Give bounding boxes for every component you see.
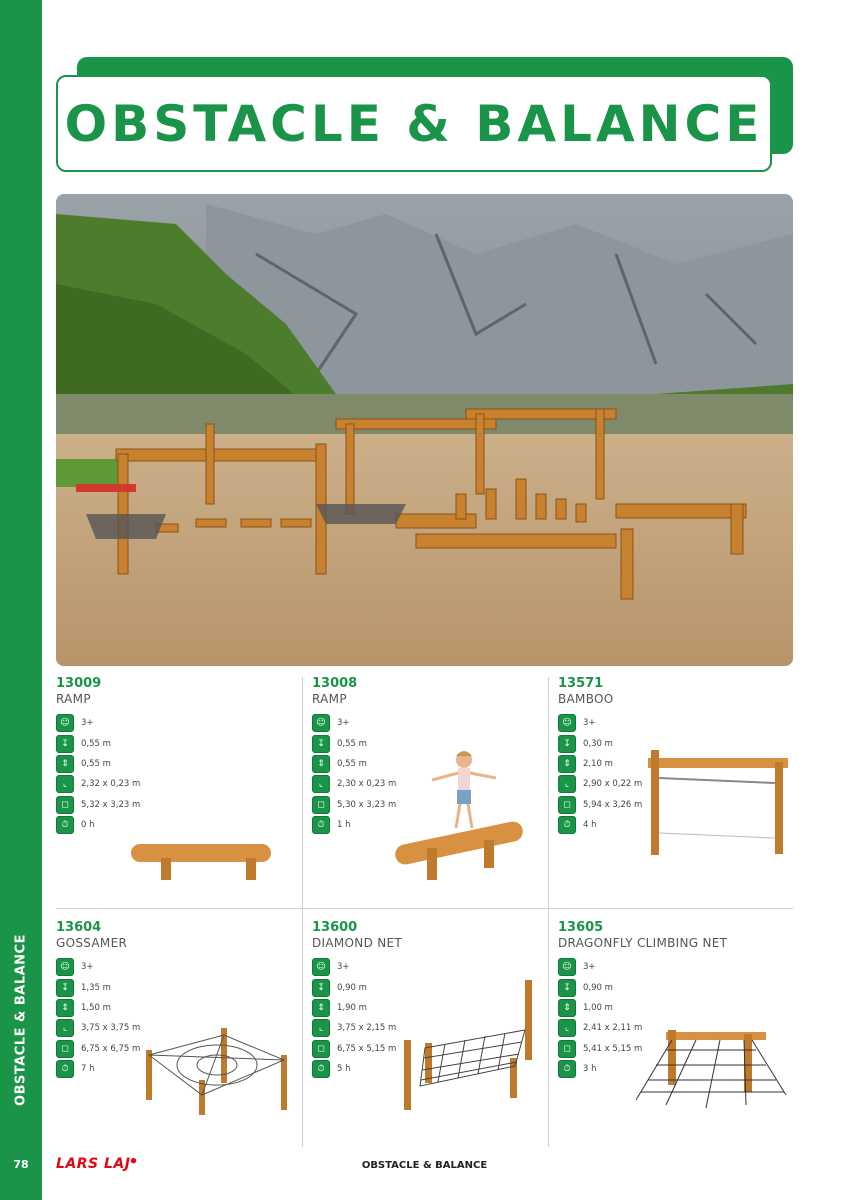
- spec-safety-area: 6,75 x 5,15 m: [337, 1043, 397, 1054]
- product-code: 13604: [56, 920, 102, 935]
- installation-time-icon: ⏱: [312, 1060, 330, 1078]
- product-image-diamond-net: [400, 978, 550, 1113]
- installation-time-icon: ⏱: [312, 816, 330, 834]
- age-group-icon: ☺: [56, 958, 74, 976]
- product-code: 13571: [558, 676, 604, 691]
- installation-time-icon: ⏱: [558, 816, 576, 834]
- spec-fall-height: 1,35 m: [81, 982, 111, 993]
- product-image-ramp-with-child: [392, 748, 542, 883]
- product-name: BAMBOO: [558, 692, 614, 706]
- installation-time-icon: ⏱: [56, 816, 74, 834]
- spec-safety-area: 5,32 x 3,23 m: [81, 799, 141, 810]
- spec-fall-height: 0,55 m: [337, 738, 367, 749]
- spec-install-time: 5 h: [337, 1064, 351, 1075]
- spec-platform-height: 1,90 m: [337, 1002, 367, 1013]
- product-code: 13605: [558, 920, 604, 935]
- fall-height-icon: ↧: [312, 735, 330, 753]
- age-group-icon: ☺: [558, 958, 576, 976]
- row-divider: [56, 908, 793, 909]
- spec-platform-height: 1,00 m: [583, 1002, 613, 1013]
- product-name: GOSSAMER: [56, 936, 128, 950]
- platform-height-icon: ⇕: [312, 755, 330, 773]
- spec-age: 3+: [337, 718, 350, 729]
- spec-platform-height: 2,10 m: [583, 758, 613, 769]
- fall-height-icon: ↧: [312, 979, 330, 997]
- fall-height-icon: ↧: [56, 735, 74, 753]
- spec-dimensions: 3,75 x 3,75 m: [81, 1023, 141, 1034]
- spec-list: [56, 713, 300, 835]
- product-card: [558, 920, 802, 1150]
- safety-area-icon: ◻: [56, 1040, 74, 1058]
- spec-age: 3+: [583, 718, 596, 729]
- spec-dimensions: 2,30 x 0,23 m: [337, 779, 397, 790]
- spec-install-time: 4 h: [583, 820, 597, 831]
- spec-safety-area: 5,30 x 3,23 m: [337, 799, 397, 810]
- spec-dimensions: 2,32 x 0,23 m: [81, 779, 141, 790]
- product-card: [56, 920, 300, 1150]
- spec-fall-height: 0,90 m: [583, 982, 613, 993]
- product-name: RAMP: [312, 692, 347, 706]
- product-image-dragonfly-net: [636, 1020, 796, 1110]
- playground-illustration: [56, 194, 793, 666]
- dimensions-icon: ⌞: [56, 775, 74, 793]
- dimensions-icon: ⌞: [56, 1019, 74, 1037]
- spec-platform-height: 1,50 m: [81, 1002, 111, 1013]
- platform-height-icon: ⇕: [56, 755, 74, 773]
- spec-safety-area: 6,75 x 6,75 m: [81, 1043, 141, 1054]
- spec-dimensions: 2,41 x 2,11 m: [583, 1023, 643, 1034]
- spec-platform-height: 0,55 m: [337, 758, 367, 769]
- age-group-icon: ☺: [56, 714, 74, 732]
- dimensions-icon: ⌞: [312, 1019, 330, 1037]
- safety-area-icon: ◻: [56, 796, 74, 814]
- product-card: [558, 676, 802, 906]
- hero-photo: [56, 194, 793, 666]
- spec-fall-height: 0,90 m: [337, 982, 367, 993]
- product-card: [56, 676, 300, 906]
- platform-height-icon: ⇕: [56, 999, 74, 1017]
- brand-dot-icon: ●: [130, 1156, 138, 1165]
- age-group-icon: ☺: [312, 714, 330, 732]
- product-image-gossamer: [141, 1020, 291, 1120]
- product-image-bamboo: [643, 748, 793, 858]
- safety-area-icon: ◻: [312, 796, 330, 814]
- spec-fall-height: 0,55 m: [81, 738, 111, 749]
- spec-dimensions: 2,90 x 0,22 m: [583, 779, 643, 790]
- age-group-icon: ☺: [558, 714, 576, 732]
- product-card: [312, 920, 556, 1150]
- page-number: 78: [13, 1158, 29, 1171]
- column-divider: [302, 677, 303, 1147]
- platform-height-icon: ⇕: [312, 999, 330, 1017]
- spec-safety-area: 5,94 x 3,26 m: [583, 799, 643, 810]
- spec-safety-area: 5,41 x 5,15 m: [583, 1043, 643, 1054]
- product-name: RAMP: [56, 692, 91, 706]
- product-code: 13600: [312, 920, 358, 935]
- spec-install-time: 3 h: [583, 1064, 597, 1075]
- safety-area-icon: ◻: [312, 1040, 330, 1058]
- fall-height-icon: ↧: [558, 979, 576, 997]
- product-name: DRAGONFLY CLIMBING NET: [558, 936, 728, 950]
- spec-install-time: 1 h: [337, 820, 351, 831]
- spec-age: 3+: [81, 718, 94, 729]
- fall-height-icon: ↧: [558, 735, 576, 753]
- footer-section-title: OBSTACLE & BALANCE: [361, 1160, 488, 1171]
- installation-time-icon: ⏱: [56, 1060, 74, 1078]
- installation-time-icon: ⏱: [558, 1060, 576, 1078]
- spec-age: 3+: [337, 962, 350, 973]
- title-box: [56, 75, 772, 172]
- platform-height-icon: ⇕: [558, 999, 576, 1017]
- spec-install-time: 7 h: [81, 1064, 95, 1075]
- dimensions-icon: ⌞: [558, 775, 576, 793]
- spec-age: 3+: [81, 962, 94, 973]
- product-code: 13009: [56, 676, 102, 691]
- safety-area-icon: ◻: [558, 1040, 576, 1058]
- safety-area-icon: ◻: [558, 796, 576, 814]
- platform-height-icon: ⇕: [558, 755, 576, 773]
- spec-fall-height: 0,30 m: [583, 738, 613, 749]
- spec-platform-height: 0,55 m: [81, 758, 111, 769]
- fall-height-icon: ↧: [56, 979, 74, 997]
- spec-dimensions: 3,75 x 2,15 m: [337, 1023, 397, 1034]
- product-code: 13008: [312, 676, 358, 691]
- age-group-icon: ☺: [312, 958, 330, 976]
- dimensions-icon: ⌞: [558, 1019, 576, 1037]
- product-card: [312, 676, 556, 906]
- brand-name: LARS LAJ: [56, 1156, 131, 1172]
- product-name: DIAMOND NET: [312, 936, 403, 950]
- spec-age: 3+: [583, 962, 596, 973]
- dimensions-icon: ⌞: [312, 775, 330, 793]
- spec-install-time: 0 h: [81, 820, 95, 831]
- product-image-ramp: [126, 836, 276, 886]
- sidebar-section-label: OBSTACLE & BALANCE: [13, 934, 29, 1106]
- page-title: OBSTACLE & BALANCE: [64, 94, 764, 153]
